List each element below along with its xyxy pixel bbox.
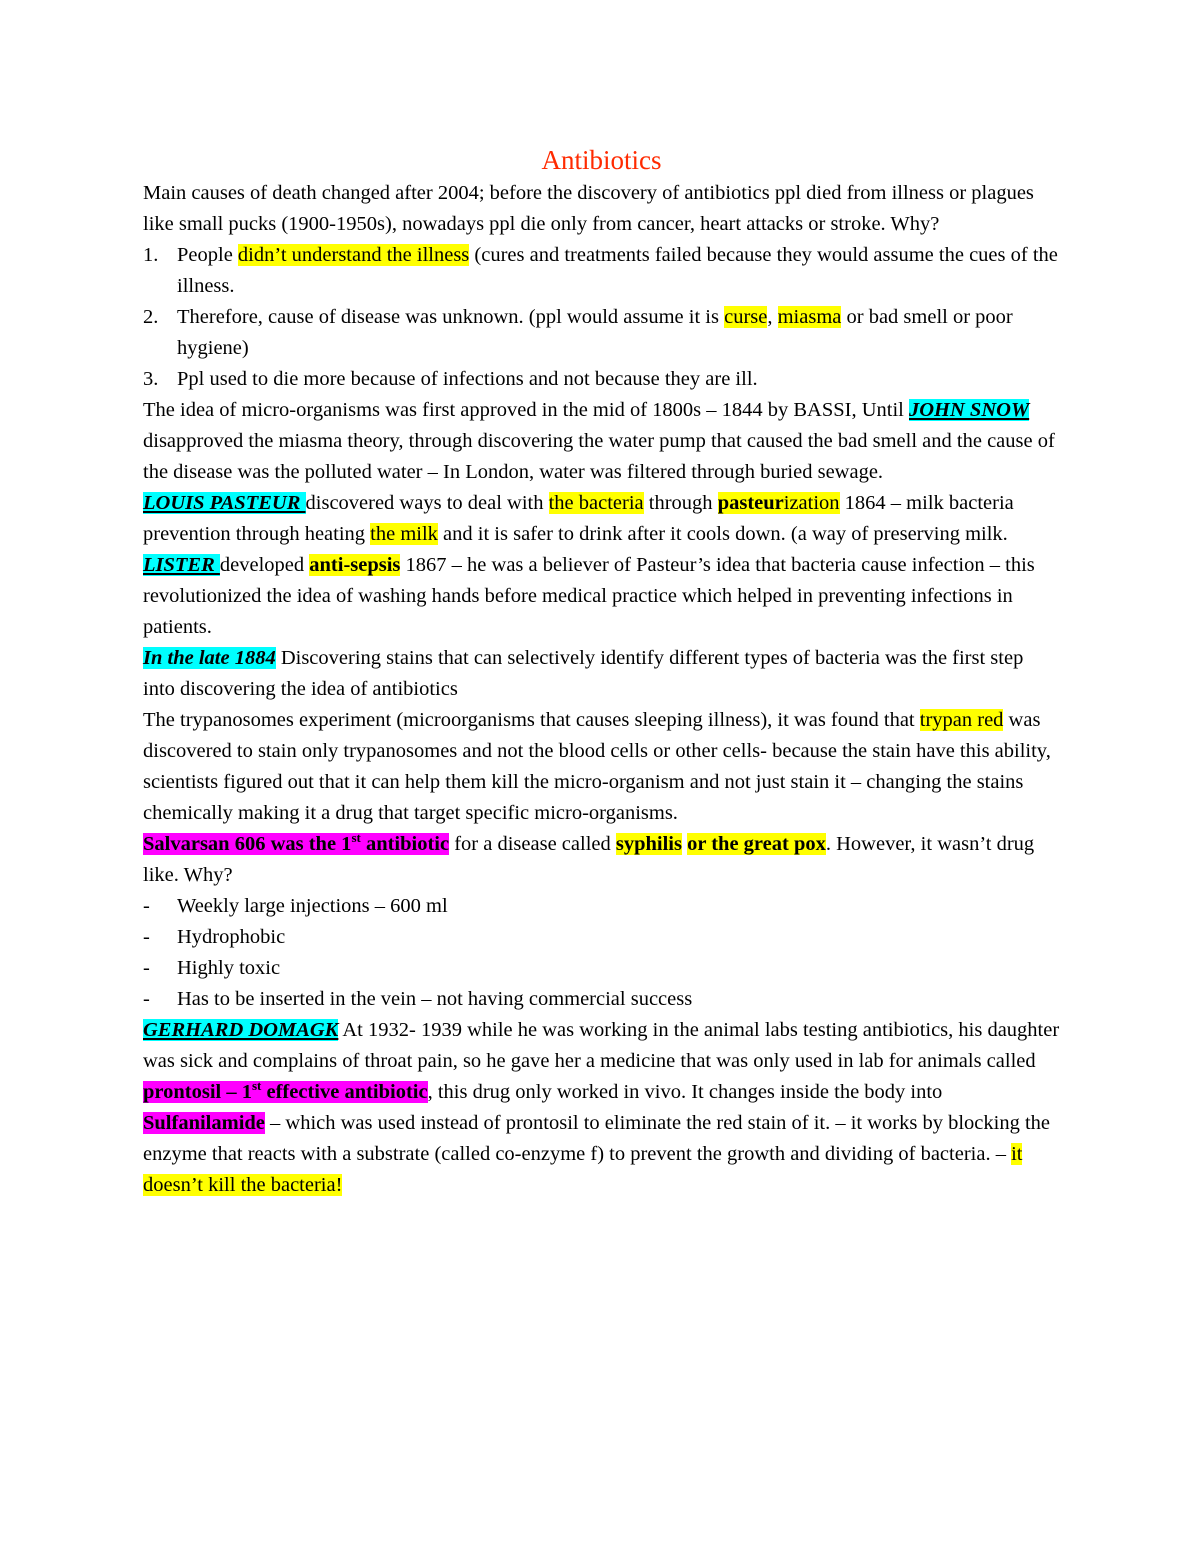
- numbered-item-1: 1. People didn’t understand the illness (cures and treatments failed because they would assume the cues of the illness.: [143, 240, 1060, 302]
- highlight: syphilis: [615, 833, 682, 855]
- list-marker: -: [143, 988, 150, 1010]
- highlight: the milk: [370, 523, 438, 545]
- list-marker: -: [143, 926, 150, 948]
- list-marker: 3.: [143, 368, 159, 390]
- highlight: prontosil – 1st effective antibiotic: [143, 1078, 428, 1103]
- highlight: curse: [724, 306, 768, 328]
- domagk-paragraph: GERHARD DOMAGK At 1932- 1939 while he was working in the animal labs testing antibiotics, his daughter was sick and complains of throat pain, so he gave her a medicine that was only used in lab for animals called prontosil – 1st effective antibiotic, this drug only worked in vivo. It changes inside the body into Sulfanilamide – which was used instead of prontosil to eliminate the red stain of it. – it works by blocking the enzyme that reacts with a substrate (called co-enzyme f) to prevent the growth and dividing of bacteria. – it doesn’t kill the bacteria!: [143, 1019, 1060, 1196]
- highlight: didn’t understand the illness: [237, 244, 470, 266]
- highlight: pasteur: [717, 492, 784, 514]
- salvarsan-paragraph: Salvarsan 606 was the 1st antibiotic for a disease called syphilis or the great pox. However, it wasn’t drug like. Why?: [143, 830, 1035, 886]
- scientist-name: LISTER: [143, 554, 220, 576]
- pasteur-paragraph: LOUIS PASTEUR discovered ways to deal with the bacteria through pasteurization 1864 – milk bacteria prevention through heating the milk and it is safer to drink after it cools down. (a way of preserving milk.: [143, 492, 1014, 545]
- list-marker: 1.: [143, 244, 159, 266]
- numbered-item-3: 3. Ppl used to die more because of infections and not because they are ill.: [143, 364, 1060, 395]
- lister-paragraph: LISTER developed anti-sepsis 1867 – he was a believer of Pasteur’s idea that bacteria cause infection – this revolutionized the idea of washing hands before medical practice which helped in preventing infections in patients.: [143, 554, 1035, 638]
- highlight: Salvarsan 606 was the 1st antibiotic: [143, 830, 450, 855]
- dash-item: - Has to be inserted in the vein – not having commercial success: [143, 984, 1060, 1015]
- highlight: In the late 1884: [143, 647, 276, 669]
- dash-item: - Hydrophobic: [143, 922, 1060, 953]
- highlight: ization: [783, 492, 840, 514]
- document-body: [143, 178, 1060, 1201]
- highlight: trypan red: [919, 709, 1004, 731]
- highlight: Sulfanilamide: [143, 1112, 265, 1134]
- list-marker: -: [143, 895, 150, 917]
- scientist-name: GERHARD DOMAGK: [143, 1019, 339, 1041]
- list-marker: 2.: [143, 306, 159, 328]
- highlight: or the great pox: [687, 833, 826, 855]
- late-1884-paragraph: In the late 1884 Discovering stains that can selectively identify different types of bacteria was the first step into discovering the idea of antibiotics: [143, 647, 1024, 700]
- highlight: it doesn’t kill the bacteria!: [143, 1143, 1023, 1196]
- document-title: Antibiotics: [541, 145, 662, 175]
- highlight: miasma: [777, 306, 842, 328]
- highlight: anti-sepsis: [309, 554, 401, 576]
- numbered-item-2: 2. Therefore, cause of disease was unknown. (ppl would assume it is curse, miasma or bad smell or poor hygiene): [143, 302, 1060, 364]
- trypan-paragraph: The trypanosomes experiment (microorganisms that causes sleeping illness), it was found that trypan red was discovered to stain only trypanosomes and not the blood cells or other cells- because the stain have this ability, scientists figured out that it can help them kill the micro-organism and not just stain it – changing the stains chemically making it a drug that target specific micro-organisms.: [143, 709, 1051, 824]
- dash-item: - Highly toxic: [143, 953, 1060, 984]
- snow-paragraph: The idea of micro-organisms was first approved in the mid of 1800s – 1844 by BASSI, Until JOHN SNOW disapproved the miasma theory, through discovering the water pump that caused the bad smell and the cause of the disease was the polluted water – In London, water was filtered through buried sewage.: [143, 399, 1055, 483]
- scientist-name: JOHN SNOW: [909, 399, 1030, 421]
- intro-paragraph: Main causes of death changed after 2004; before the discovery of antibiotics ppl died from illness or plagues like small pucks (1900-1950s), nowadays ppl die only from cancer, heart attacks or stroke. Why?: [143, 182, 1034, 235]
- list-marker: -: [143, 957, 150, 979]
- dash-item: - Weekly large injections – 600 ml: [143, 891, 1060, 922]
- highlight: the bacteria: [548, 492, 644, 514]
- scientist-name: LOUIS PASTEUR: [143, 492, 306, 514]
